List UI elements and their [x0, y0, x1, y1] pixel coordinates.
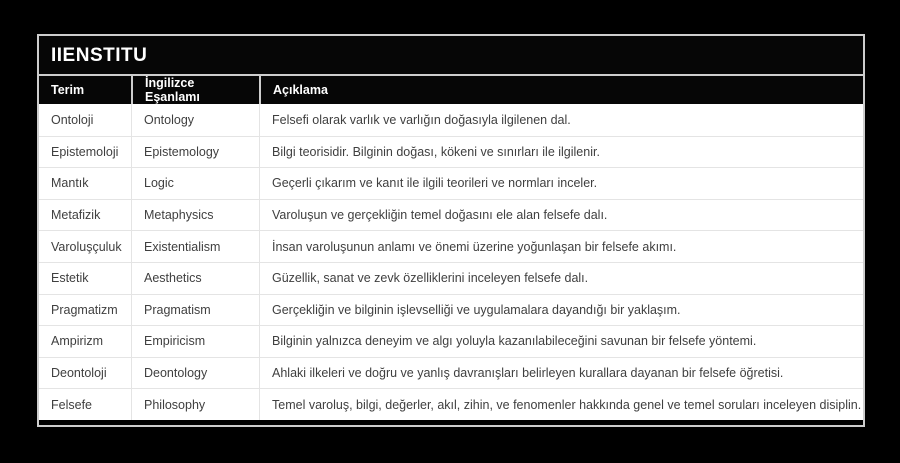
english-equivalent-cell: Pragmatism — [131, 295, 259, 326]
table-row — [39, 388, 863, 420]
description-cell: Felsefi olarak varlık ve varlığın doğasıyla ilgilenen dal. — [259, 104, 863, 136]
table-row — [39, 167, 863, 199]
english-equivalent-cell: Existentialism — [131, 231, 259, 262]
table-row — [39, 262, 863, 294]
table-body — [39, 104, 863, 420]
english-equivalent-cell: Empiricism — [131, 326, 259, 357]
table-bottom-bar — [39, 420, 863, 425]
description-cell: Ahlaki ilkeleri ve doğru ve yanlış davranışları belirleyen kurallara dayanan bir felsefe öğretisi. — [259, 358, 863, 389]
table-row — [39, 136, 863, 168]
term-cell: Estetik — [51, 271, 89, 286]
description-cell: Temel varoluş, bilgi, değerler, akıl, zihin, ve fenomenler hakkında genel ve temel soruları inceleyen disiplin. — [259, 389, 863, 420]
description-cell: Bilginin yalnızca deneyim ve algı yoluyla kazanılabileceğini savunan bir felsefe yöntemi. — [259, 326, 863, 357]
term-cell: Ampirizm — [51, 334, 104, 349]
english-equivalent-cell: Logic — [131, 168, 259, 199]
term-cell: Pragmatizm — [51, 302, 118, 317]
column-header-terim: Terim — [51, 83, 85, 97]
table-row — [39, 199, 863, 231]
english-equivalent-cell: Deontology — [131, 358, 259, 389]
english-equivalent-cell: Epistemology — [131, 137, 259, 168]
table-row — [39, 104, 863, 136]
english-equivalent-cell: Metaphysics — [131, 200, 259, 231]
description-cell: Varoluşun ve gerçekliğin temel doğasını ele alan felsefe dalı. — [259, 200, 863, 231]
term-cell: Ontoloji — [51, 112, 94, 127]
table-header-row — [39, 76, 863, 104]
english-equivalent-cell: Philosophy — [131, 389, 259, 420]
description-cell: Güzellik, sanat ve zevk özelliklerini inceleyen felsefe dalı. — [259, 263, 863, 294]
term-cell: Varoluşçuluk — [51, 239, 122, 254]
description-cell: Geçerli çıkarım ve kanıt ile ilgili teorileri ve normları inceler. — [259, 168, 863, 199]
table-row — [39, 325, 863, 357]
table-row — [39, 230, 863, 262]
english-equivalent-cell: Ontology — [131, 104, 259, 136]
column-header-ingilizce-esanlami: İngilizce Eşanlamı — [131, 76, 259, 104]
brand-title: IIENSTITU — [39, 36, 863, 76]
column-header-aciklama: Açıklama — [259, 76, 863, 104]
term-cell: Mantık — [51, 176, 89, 191]
table-row — [39, 357, 863, 389]
description-cell: Bilgi teorisidir. Bilginin doğası, kökeni ve sınırları ile ilgilenir. — [259, 137, 863, 168]
term-cell: Metafizik — [51, 208, 101, 223]
description-cell: İnsan varoluşunun anlamı ve önemi üzerine yoğunlaşan bir felsefe akımı. — [259, 231, 863, 262]
english-equivalent-cell: Aesthetics — [131, 263, 259, 294]
term-cell: Deontoloji — [51, 366, 107, 381]
glossary-table-card — [37, 34, 865, 427]
term-cell: Epistemoloji — [51, 144, 119, 159]
table-row — [39, 294, 863, 326]
description-cell: Gerçekliğin ve bilginin işlevselliği ve uygulamalara dayandığı bir yaklaşım. — [259, 295, 863, 326]
term-cell: Felsefe — [51, 397, 92, 412]
